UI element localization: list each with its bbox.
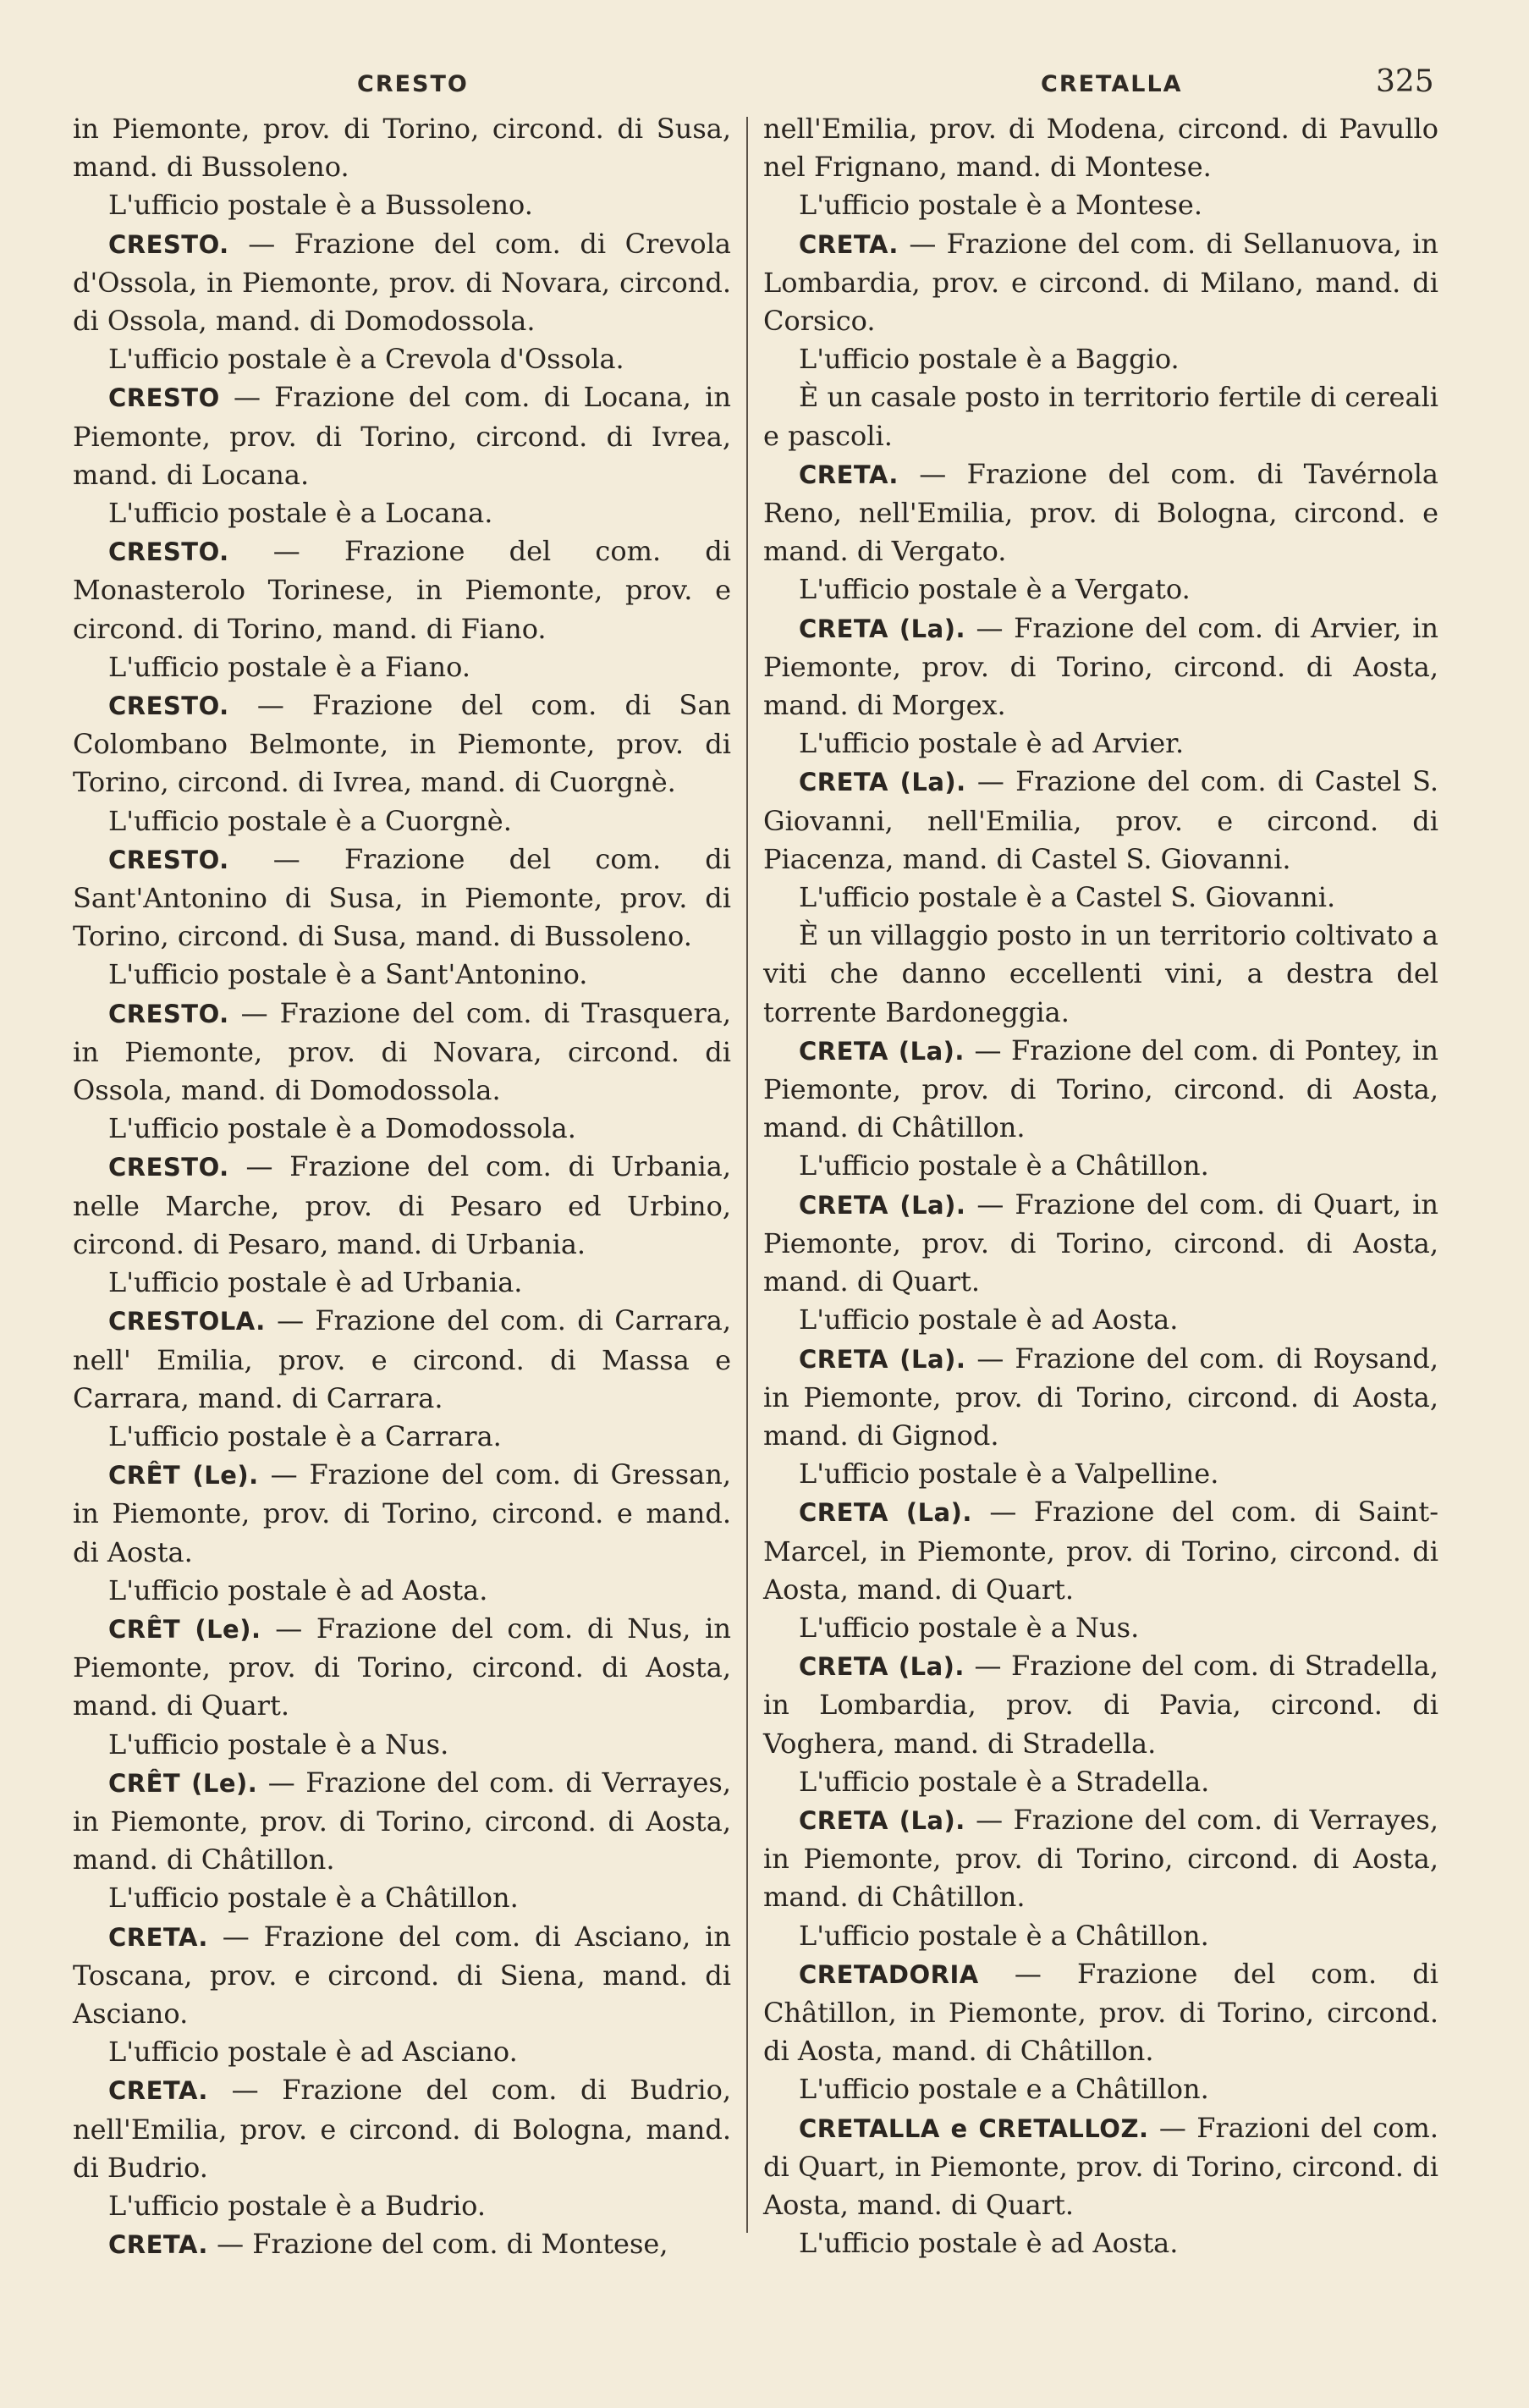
- dictionary-entry: [763, 1340, 1438, 1494]
- entry-definition: — Frazione del com. di Urbania, nelle Marche, prov. di Pesaro ed Urbino, circond. di Pesaro, mand. di Urbania.: [73, 1150, 732, 1260]
- entry-paragraph: [73, 2071, 731, 2187]
- entry-headword: CRETA (La).: [799, 1036, 965, 1066]
- entry-paragraph: [73, 1610, 731, 1726]
- dictionary-entry: [763, 1186, 1438, 1340]
- dictionary-entry: [763, 455, 1438, 609]
- entry-paragraph: [73, 1302, 731, 1418]
- dictionary-entry: [763, 1955, 1438, 2109]
- entry-definition: — Frazione del com. di Montese,: [217, 2228, 668, 2261]
- entry-headword: CRETA.: [799, 460, 899, 489]
- dictionary-entry: [73, 378, 731, 532]
- entry-paragraph: [763, 609, 1438, 725]
- entry-note: L'ufficio postale è a Valpelline.: [799, 1457, 1219, 1491]
- entry-paragraph: [73, 1148, 731, 1264]
- entry-note: L'ufficio postale è a Sant'Antonino.: [108, 958, 588, 991]
- entry-headword: CRETA (La).: [799, 1652, 965, 1682]
- entry-headword: CRETA (La).: [799, 1498, 972, 1528]
- entry-headword: CRETA.: [108, 2076, 208, 2106]
- entry-headword: CRESTO.: [108, 537, 229, 567]
- entry-definition: — Frazione del com. di Châtillon, in Piemonte, prov. di Torino, circond. di Aosta, mand. di Châtillon.: [763, 1957, 1439, 2068]
- entry-definition: — Frazione del com. di Castel S. Giovanni, nell'Emilia, prov. e circond. di Piacenza, mand. di Castel S. Giovanni.: [763, 765, 1438, 875]
- entry-paragraph: [73, 1918, 731, 2034]
- entry-paragraph: [73, 1456, 731, 1572]
- entry-paragraph: [763, 2109, 1438, 2225]
- entry-headword: CRETA.: [108, 2230, 208, 2260]
- dictionary-entry: [73, 840, 731, 995]
- entry-paragraph: [763, 225, 1438, 341]
- entry-definition: — Frazione del com. di Stradella, in Lombardia, prov. di Pavia, circond. di Voghera, mand. di Stradella.: [763, 1650, 1439, 1760]
- dictionary-entry: [73, 225, 731, 379]
- entry-definition: — Frazione del com. di Roysand, in Piemonte, prov. di Torino, circond. di Aosta, mand. di Gignod.: [763, 1342, 1439, 1452]
- entry-definition: — Frazione del com. di Asciano, in Toscana, prov. e circond. di Siena, mand. di Asciano.: [73, 1920, 732, 2030]
- dictionary-entry: [73, 2225, 731, 2264]
- entry-note: L'ufficio postale è ad Aosta.: [108, 1573, 488, 1606]
- running-header-left: CRESTO: [357, 71, 469, 97]
- dictionary-entry: [73, 995, 731, 1149]
- entry-headword: CRETA (La).: [799, 1805, 965, 1835]
- entry-definition: — Frazione del com. di Arvier, in Piemonte, prov. di Torino, circond. di Aosta, mand. di Morgex.: [763, 611, 1438, 722]
- dictionary-entry: [763, 1801, 1438, 1955]
- dictionary-entry: [73, 2071, 731, 2225]
- dictionary-entry: [763, 609, 1438, 763]
- entry-note: L'ufficio postale è a Cuorgnè.: [108, 804, 512, 837]
- entry-headword: CRÊT (Le).: [108, 1768, 258, 1798]
- entry-definition: — Frazione del com. di Crevola d'Ossola, in Piemonte, prov. di Novara, circond. di Ossola, mand. di Domodossola.: [73, 227, 732, 338]
- entry-paragraph: [73, 995, 731, 1110]
- entry-definition: — Frazione del com. di Monasterolo Torinese, in Piemonte, prov. e circond. di Torino, mand. di Fiano.: [73, 535, 732, 645]
- entry-note: L'ufficio postale è a Fiano.: [108, 650, 471, 683]
- entry-headword: CRETALLA e CRETALLOZ.: [799, 2113, 1149, 2143]
- entry-definition: — Frazione del com. di Budrio, nell'Emilia, prov. e circond. di Bologna, mand. di Budrio.: [73, 2074, 732, 2184]
- entry-paragraph: [73, 2225, 731, 2264]
- dictionary-entry: [763, 763, 1438, 1031]
- dictionary-entry: [73, 1764, 731, 1918]
- entry-paragraph: [763, 1493, 1438, 1609]
- entry-note: L'ufficio postale è ad Asciano.: [108, 2036, 518, 2069]
- entry-headword: CRESTO: [108, 383, 220, 413]
- entry-paragraph: [763, 1801, 1438, 1917]
- entry-note: È un casale posto in territorio fertile di cereali e pascoli.: [763, 381, 1439, 452]
- entry-definition: — Frazione del com. di Carrara, nell' Emilia, prov. e circond. di Massa e Carrara, mand. di Carrara.: [73, 1304, 732, 1414]
- entry-definition: — Frazione del com. di Nus, in Piemonte, prov. di Torino, circond. di Aosta, mand. di Quart.: [73, 1612, 731, 1722]
- entry-definition: — Frazione del com. di San Colombano Belmonte, in Piemonte, prov. di Torino, circond. di Ivrea, mand. di Cuorgnè.: [73, 689, 732, 799]
- entry-paragraph: [763, 1647, 1438, 1763]
- dictionary-entry: [73, 532, 731, 686]
- entry-note: L'ufficio postale è a Nus.: [799, 1611, 1140, 1644]
- continuation-office: L'ufficio postale è a Montese.: [799, 189, 1202, 222]
- dictionary-entry: [73, 1918, 731, 2072]
- entry-note: L'ufficio postale è ad Arvier.: [799, 727, 1185, 760]
- continuation-text: nell'Emilia, prov. di Modena, circond. di Pavullo nel Frignano, mand. di Montese.: [763, 113, 1438, 184]
- entry-note: L'ufficio postale è a Budrio.: [108, 2189, 487, 2222]
- entry-note: L'ufficio postale è a Crevola d'Ossola.: [108, 343, 624, 376]
- continuation-text: in Piemonte, prov. di Torino, circond. di Susa, mand. di Bussoleno.: [73, 113, 731, 184]
- dictionary-entry: [763, 2109, 1438, 2263]
- entry-note: L'ufficio postale è a Châtillon.: [108, 1882, 519, 1915]
- entry-definition: — Frazione del com. di Trasquera, in Piemonte, prov. di Novara, circond. di Ossola, mand. di Domodossola.: [73, 996, 731, 1107]
- entry-definition: — Frazione del com. di Verrayes, in Piemonte, prov. di Torino, circond. di Aosta, mand. di Châtillon.: [763, 1803, 1439, 1914]
- right-entries: [763, 225, 1438, 2263]
- entry-definition: — Frazione del com. di Sellanuova, in Lombardia, prov. e circond. di Milano, mand. di Corsico.: [763, 227, 1439, 338]
- entry-headword: CRESTO.: [108, 1153, 229, 1182]
- entry-paragraph: [73, 1764, 731, 1880]
- left-column: [73, 110, 731, 2264]
- entry-note: L'ufficio postale è a Nus.: [108, 1727, 449, 1761]
- entry-headword: CRETADORIA: [799, 1959, 979, 1989]
- entry-note: L'ufficio postale è ad Urbania.: [108, 1266, 523, 1299]
- entry-note: È un villaggio posto in un territorio coltivato a viti che danno eccellenti vini, a destra del torrente Bardoneggia.: [763, 919, 1438, 1028]
- entry-headword: CRETA (La).: [799, 1344, 966, 1374]
- right-column: [763, 110, 1438, 2262]
- entry-note: L'ufficio postale è a Domodossola.: [108, 1112, 576, 1145]
- entry-note: L'ufficio postale è a Châtillon.: [799, 1149, 1209, 1182]
- entry-headword: CRESTO.: [108, 845, 229, 874]
- entry-headword: CRETA (La).: [799, 1190, 966, 1220]
- entry-paragraph: [73, 840, 731, 956]
- entry-definition: — Frazione del com. di Sant'Antonino di Susa, in Piemonte, prov. di Torino, circond. di Susa, mand. di Bussoleno.: [73, 842, 732, 953]
- entry-paragraph: [763, 763, 1438, 879]
- entry-note: L'ufficio postale è a Baggio.: [799, 343, 1180, 376]
- entry-paragraph: [73, 532, 731, 648]
- entry-paragraph: [763, 1955, 1438, 2071]
- dictionary-entry: [73, 1148, 731, 1302]
- entry-note: L'ufficio postale è ad Aosta.: [799, 2227, 1179, 2260]
- entry-definition: — Frazione del com. di Saint-Marcel, in Piemonte, prov. di Torino, circond. di Aosta, mand. di Quart.: [763, 1496, 1439, 1606]
- entry-note: L'ufficio postale è a Castel S. Giovanni.: [799, 881, 1336, 914]
- entry-note: L'ufficio postale e a Châtillon.: [799, 2073, 1209, 2106]
- entry-note: L'ufficio postale è a Châtillon.: [799, 1919, 1209, 1952]
- running-header-right: CRETALLA: [1041, 71, 1183, 97]
- entry-definition: — Frazione del com. di Tavérnola Reno, nell'Emilia, prov. di Bologna, circond. e mand. di Vergato.: [763, 457, 1439, 568]
- entry-paragraph: [73, 378, 731, 494]
- entry-headword: CRETA (La).: [799, 768, 966, 797]
- dictionary-entry: [73, 686, 731, 840]
- left-entries: [73, 225, 731, 2265]
- entry-headword: CRÊT (Le).: [108, 1614, 261, 1644]
- entry-paragraph: [763, 1340, 1438, 1456]
- entry-paragraph: [73, 686, 731, 802]
- entry-paragraph: [763, 1186, 1438, 1302]
- entry-note: L'ufficio postale è a Stradella.: [799, 1765, 1210, 1798]
- entry-paragraph: [763, 1032, 1438, 1148]
- dictionary-entry: [763, 1493, 1438, 1647]
- dictionary-entry: [763, 1647, 1438, 1801]
- column-divider: [746, 117, 748, 2233]
- entry-definition: — Frazione del com. di Locana, in Piemonte, prov. di Torino, circond. di Ivrea, mand. di Locana.: [73, 381, 732, 491]
- dictionary-entry: [73, 1302, 731, 1456]
- entry-definition: — Frazioni del com. di Quart, in Piemonte, prov. di Torino, circond. di Aosta, mand. di Quart.: [763, 2111, 1439, 2221]
- entry-headword: CRESTOLA.: [108, 1307, 266, 1336]
- entry-note: L'ufficio postale è a Locana.: [108, 497, 493, 530]
- entry-headword: CRETA (La).: [799, 614, 965, 643]
- entry-headword: CRETA.: [799, 229, 899, 259]
- entry-headword: CRESTO.: [108, 999, 229, 1028]
- entry-note: L'ufficio postale è a Carrara.: [108, 1419, 502, 1452]
- entry-headword: CRESTO.: [108, 692, 229, 721]
- entry-paragraph: [763, 455, 1438, 571]
- dictionary-entry: [73, 1610, 731, 1764]
- page-number: 325: [1376, 64, 1434, 99]
- dictionary-entry: [763, 1032, 1438, 1186]
- entry-headword: CRÊT (Le).: [108, 1461, 259, 1491]
- entry-headword: CRETA.: [108, 1922, 208, 1952]
- dictionary-entry: [73, 1456, 731, 1610]
- entry-paragraph: [73, 225, 731, 341]
- entry-definition: — Frazione del com. di Pontey, in Piemonte, prov. di Torino, circond. di Aosta, mand. di Châtillon.: [763, 1033, 1439, 1144]
- entry-definition: — Frazione del com. di Verrayes, in Piemonte, prov. di Torino, circond. di Aosta, mand. di Châtillon.: [73, 1766, 731, 1876]
- dictionary-entry: [763, 225, 1438, 455]
- entry-headword: CRESTO.: [108, 229, 229, 259]
- entry-note: L'ufficio postale è ad Aosta.: [799, 1303, 1179, 1336]
- continuation-office: L'ufficio postale è a Bussoleno.: [108, 189, 533, 222]
- entry-definition: — Frazione del com. di Quart, in Piemonte, prov. di Torino, circond. di Aosta, mand. di Quart.: [763, 1187, 1438, 1298]
- entry-note: L'ufficio postale è a Vergato.: [799, 573, 1191, 606]
- entry-definition: — Frazione del com. di Gressan, in Piemonte, prov. di Torino, circond. e mand. di Aosta.: [73, 1458, 731, 1568]
